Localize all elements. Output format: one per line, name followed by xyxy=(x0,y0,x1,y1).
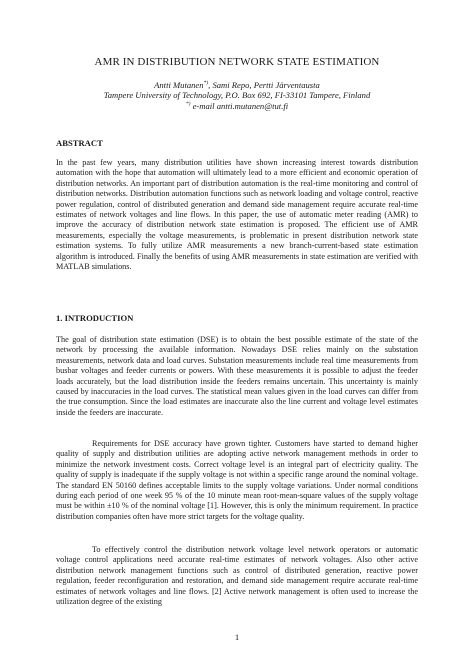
introduction-paragraph-1: The goal of distribution state estimation (DSE) is to obtain the best possible estimate of the state of the network by processing the available information. Nowadays DSE relies mainly on the substation measurements, network data and load curves. Substation measurements include real time measurements from busbar voltages and feeder currents or powers. With these measurements it is possible to adjust the feeder loads accurately, but the load distribution inside the feeders remains uncertain. This uncertainty is mainly caused by inaccuracies in the load curves. The statistical mean values given in the load curves can differ from the true consumption. Since the load estimates are inaccurate also the line current and voltage level estimates inside the feeders are inaccurate. xyxy=(56,335,418,417)
email-mark: *) xyxy=(185,100,191,107)
abstract-text: In the past few years, many distribution utilities have shown increasing interest towards distribution automation with the hope that automation will ultimately lead to a more efficient and economic operation of distribution networks. An important part of distribution automation is the real-time monitoring and control of distribution networks. Distribution automation functions such as network loading and voltage control, reactive power regulation, control of distributed generation and demand side management require accurate real-time estimates of network voltages and line flows. In this paper, the use of automatic meter reading (AMR) to improve the accuracy of distribution network state estimation is proposed. The efficient use of AMR measurements, especially the voltage measurements, is problematic in present distribution network state estimation systems. To fully utilize AMR measurements a new branch-current-based state estimation algorithm is introduced. Finally the benefits of using AMR measurements in state estimation are verified with MATLAB simulations. xyxy=(56,158,418,272)
introduction-heading: 1. INTRODUCTION xyxy=(56,313,134,323)
abstract-heading: ABSTRACT xyxy=(56,138,103,148)
author-affiliation: Tampere University of Technology, P.O. Box 692, FI-33101 Tampere, Finland xyxy=(103,90,371,101)
author-block xyxy=(0,80,474,111)
page-number: 1 xyxy=(234,632,240,642)
first-author: Antti Mutanen xyxy=(154,80,204,90)
co-authors: , Sami Repo, Pertti Järventausta xyxy=(208,80,320,90)
paper-title: AMR IN DISTRIBUTION NETWORK STATE ESTIMATION xyxy=(94,56,380,68)
introduction-paragraph-2: Requirements for DSE accuracy have grown tighter. Customers have started to demand higher quality of supply and distribution utilities are adopting active network management methods in order to minimize the network investment costs. Correct voltage level is an integral part of electricity quality. The quality of supply is inadequate if the supply voltage is not within a specific range around the nominal voltage. The standard EN 50160 defines acceptable limits to the supply voltage variations. Under normal conditions during each period of one week 95 % of the 10 minute mean root-mean-square values of the supply voltage must be within ±10 % of the nominal voltage [1]. However, this is only the minimum requirement. In practice distribution companies often have more strict targets for the voltage quality. xyxy=(56,439,418,521)
author-names xyxy=(0,80,474,90)
author-email xyxy=(0,101,474,111)
email-text: e-mail antti.mutanen@tut.fi xyxy=(190,100,289,111)
introduction-paragraph-3: To effectively control the distribution network voltage level network operators or automatic voltage control applications need accurate real-time estimates of network voltages. Also other active distribution network management functions such as control of distributed generation, reactive power regulation, feeder reconfiguration and restoration, and demand side management require accurate real-time estimates of network voltages and line flows. [2] Active network management is often used to increase the utilization degree of the existing xyxy=(56,545,418,607)
corresponding-mark: *) xyxy=(203,80,209,87)
